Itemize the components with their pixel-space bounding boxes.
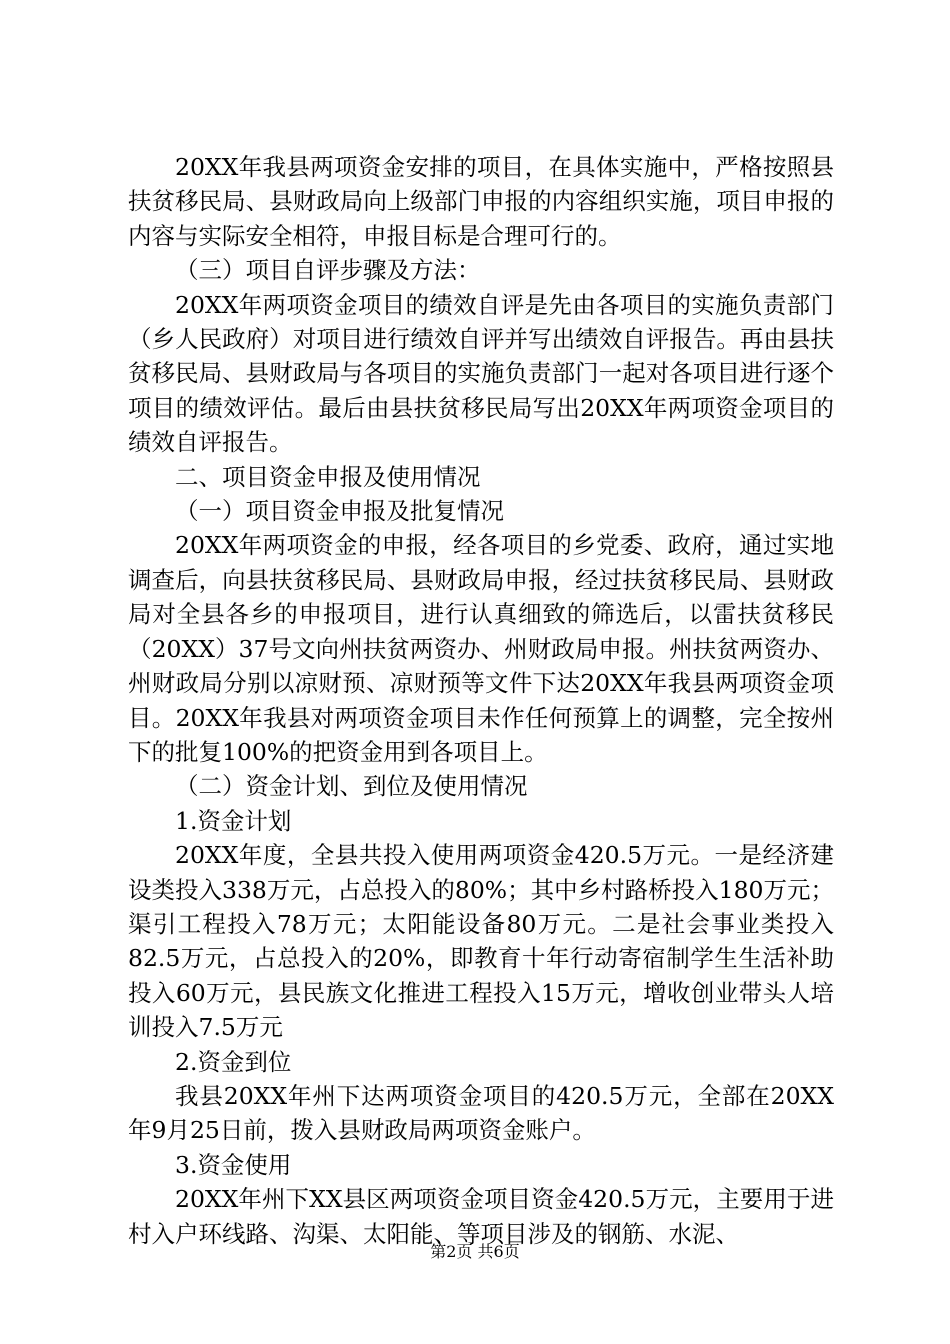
paragraph-fund-arrival: 我县20XX年州下达两项资金项目的420.5万元，全部在20XX年9月25日前，拨入县财政局两项资金账户。 (128, 1081, 834, 1145)
heading-self-evaluation-steps: （三）项目自评步骤及方法： (175, 256, 481, 285)
page-number: 第2页 共6页 (430, 1242, 520, 1261)
heading-fund-plan-usage: （二）资金计划、到位及使用情况 (175, 772, 528, 801)
paragraph-fund-usage: 20XX年州下XX县区两项资金项目资金420.5万元，主要用于进村入户环线路、沟渠、太阳能、等项目涉及的钢筋、水泥、 (128, 1185, 834, 1248)
page-footer (0, 1242, 950, 1262)
heading-application-approval: （一）项目资金申报及批复情况 (175, 497, 504, 526)
heading-fund-plan: 1.资金计划 (175, 806, 292, 835)
paragraph-fund-plan: 20XX年度，全县共投入使用两项资金420.5万元。一是经济建设类投入338万元，占总投入的80%；其中乡村路桥投入180万元；渠引工程投入78万元；太阳能设备80万元。二是社会事业类投入82.5万元，占总投入的20%，即教育十年行动寄宿制学生生活补助投入60万元，县民族文化推进工程投入15万元，增收创业带头人培训投入7.5万元 (128, 841, 834, 1042)
heading-fund-arrival: 2.资金到位 (175, 1047, 292, 1076)
heading-section-two: 二、项目资金申报及使用情况 (175, 462, 481, 491)
paragraph-self-evaluation: 20XX年两项资金项目的绩效自评是先由各项目的实施负责部门（乡人民政府）对项目进行绩效自评并写出绩效自评报告。再由县扶贫移民局、县财政局与各项目的实施负责部门一起对各项目进行逐个项目的绩效评估。最后由县扶贫移民局写出20XX年两项资金项目的绩效自评报告。 (128, 290, 834, 457)
paragraph-project-arrangement: 20XX年我县两项资金安排的项目，在具体实施中，严格按照县扶贫移民局、县财政局向上级部门申报的内容组织实施，项目申报的内容与实际安全相符，申报目标是合理可行的。 (128, 153, 834, 250)
heading-fund-usage: 3.资金使用 (175, 1150, 292, 1179)
document-body (128, 150, 834, 1251)
paragraph-application-approval: 20XX年两项资金的申报，经各项目的乡党委、政府，通过实地调查后，向县扶贫移民局、县财政局申报，经过扶贫移民局、县财政局对全县各乡的申报项目，进行认真细致的筛选后，以雷扶贫移民（20XX）37号文向州扶贫两资办、州财政局申报。州扶贫两资办、州财政局分别以凉财预、凉财预等文件下达20XX年我县两项资金项目。20XX年我县对两项资金项目未作任何预算上的调整，完全按州下的批复100%的把资金用到各项目上。 (128, 531, 834, 766)
